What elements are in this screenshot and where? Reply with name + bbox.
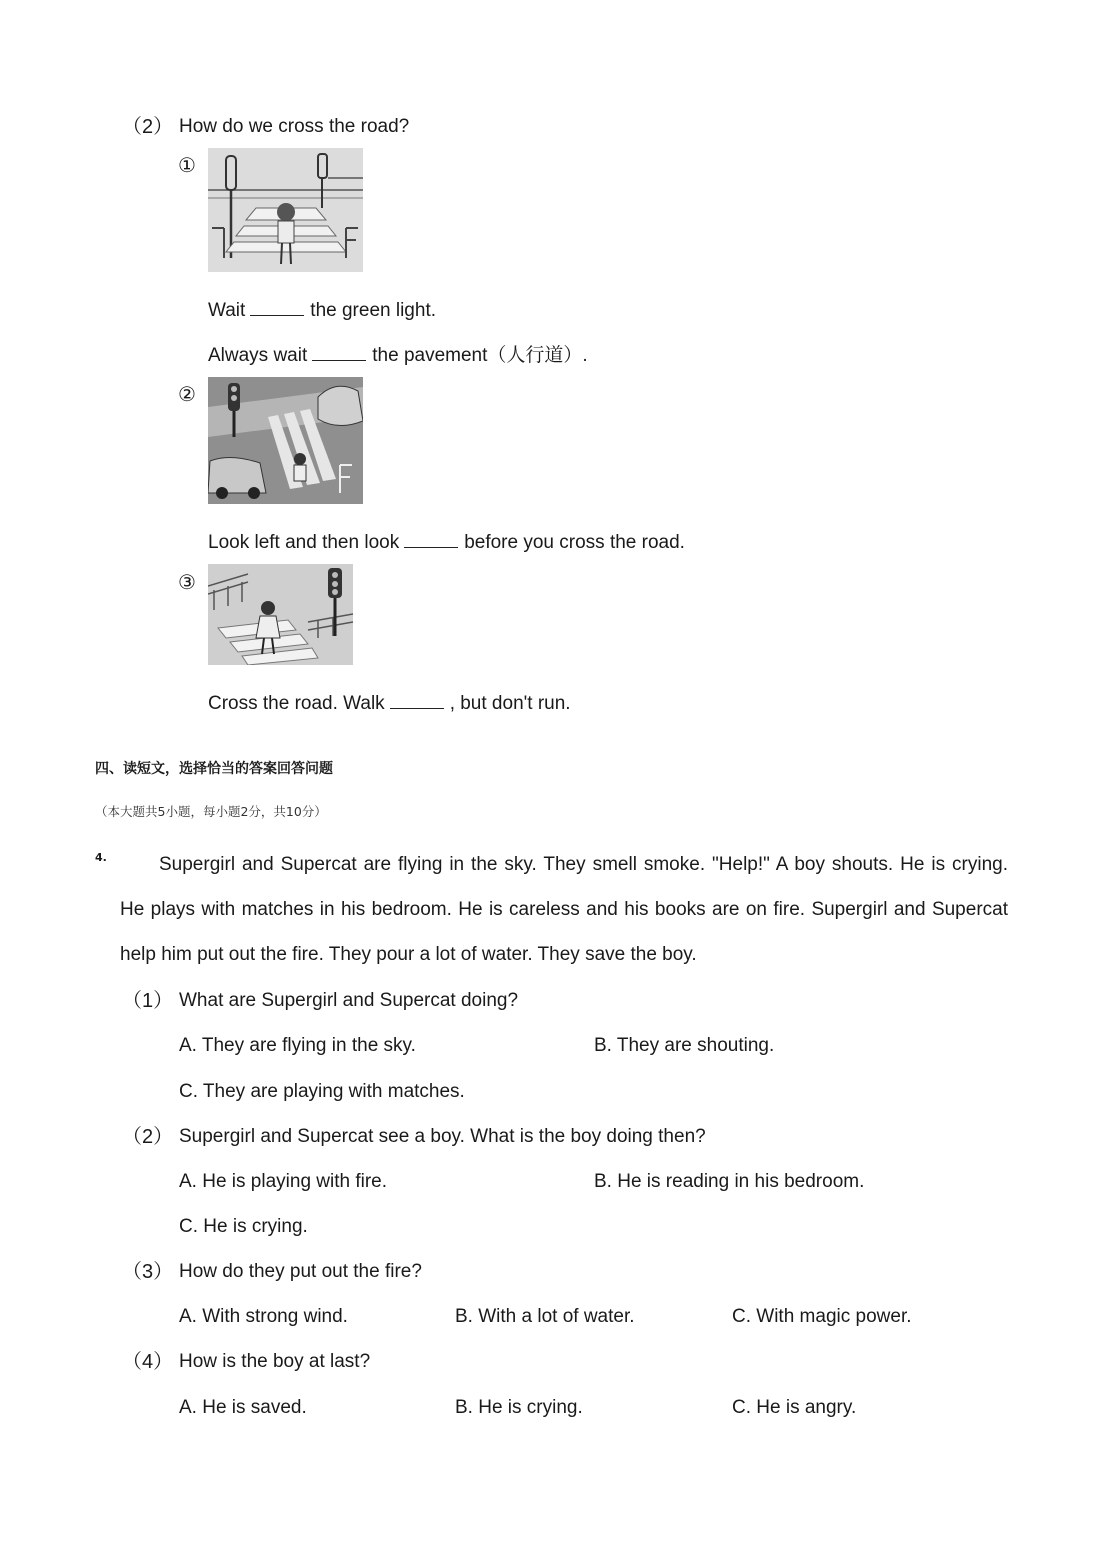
section-title: 四、读短文，选择恰当的答案回答问题 — [95, 761, 333, 777]
question-text: Supergirl and Supercat see a boy. What is the boy doing then? — [179, 1126, 706, 1147]
boy-crossing-with-cars-image — [208, 377, 363, 504]
crossing-illustration-icon — [208, 564, 353, 665]
fill-blank-sentence — [208, 533, 685, 552]
crossing-illustration-icon — [208, 377, 363, 504]
sentence-before: Cross the road. Walk — [208, 693, 385, 714]
sentence-before: Look left and then look — [208, 532, 400, 553]
answer-blank[interactable] — [312, 358, 366, 361]
item-marker: ① — [178, 155, 196, 177]
answer-blank[interactable] — [250, 313, 304, 316]
girl-crossing-traffic-light-image — [208, 564, 353, 665]
crossing-illustration-icon — [208, 148, 363, 272]
option-c[interactable]: C. He is crying. — [179, 1216, 308, 1237]
question-text: What are Supergirl and Supercat doing? — [179, 990, 519, 1011]
fill-blank-sentence — [208, 301, 436, 320]
question-number: （2） — [122, 116, 174, 138]
fill-blank-sentence — [208, 346, 588, 365]
option-c[interactable]: C. With magic power. — [732, 1306, 912, 1327]
question-text: How is the boy at last? — [179, 1351, 371, 1372]
reading-passage: Supergirl and Supercat are flying in the sky. They smell smoke. "Help!" A boy shouts. He is crying. He plays with matches in his bedroom. He is careless and his books are on fire. Supergirl and Supercat help him put out the fire. They pour a lot of water. They save the boy. — [120, 854, 1008, 965]
sentence-after: before you cross the road. — [464, 532, 685, 553]
option-c[interactable]: C. He is angry. — [732, 1397, 857, 1418]
question-number: 4. — [95, 851, 107, 864]
question-text: How do we cross the road? — [179, 116, 410, 137]
sentence-after: , but don't run. — [449, 693, 571, 714]
fill-blank-sentence — [208, 694, 571, 713]
option-b[interactable]: B. They are shouting. — [594, 1035, 775, 1056]
answer-blank[interactable] — [404, 545, 458, 548]
question-number: （2） — [122, 1126, 174, 1148]
item-marker: ② — [178, 384, 196, 406]
item-marker: ③ — [178, 572, 196, 594]
sentence-before: Always wait — [208, 345, 308, 366]
girl-waiting-at-crossing-image — [208, 148, 363, 272]
sentence-after: the green light. — [310, 300, 436, 321]
sentence-after: the pavement（人行道）. — [372, 345, 588, 366]
option-a[interactable]: A. He is saved. — [179, 1397, 307, 1418]
option-a[interactable]: A. With strong wind. — [179, 1306, 348, 1327]
section-note: （本大题共5小题，每小题2分，共10分） — [95, 804, 327, 819]
question-number: （3） — [122, 1261, 174, 1283]
answer-blank[interactable] — [390, 706, 444, 709]
option-a[interactable]: A. He is playing with fire. — [179, 1171, 388, 1192]
option-b[interactable]: B. With a lot of water. — [455, 1306, 635, 1327]
option-b[interactable]: B. He is reading in his bedroom. — [594, 1171, 865, 1192]
question-number: （4） — [122, 1351, 174, 1373]
option-b[interactable]: B. He is crying. — [455, 1397, 583, 1418]
sentence-before: Wait — [208, 300, 246, 321]
question-text: How do they put out the fire? — [179, 1261, 422, 1282]
question-number: （1） — [122, 990, 174, 1012]
option-c[interactable]: C. They are playing with matches. — [179, 1081, 465, 1102]
option-a[interactable]: A. They are flying in the sky. — [179, 1035, 416, 1056]
